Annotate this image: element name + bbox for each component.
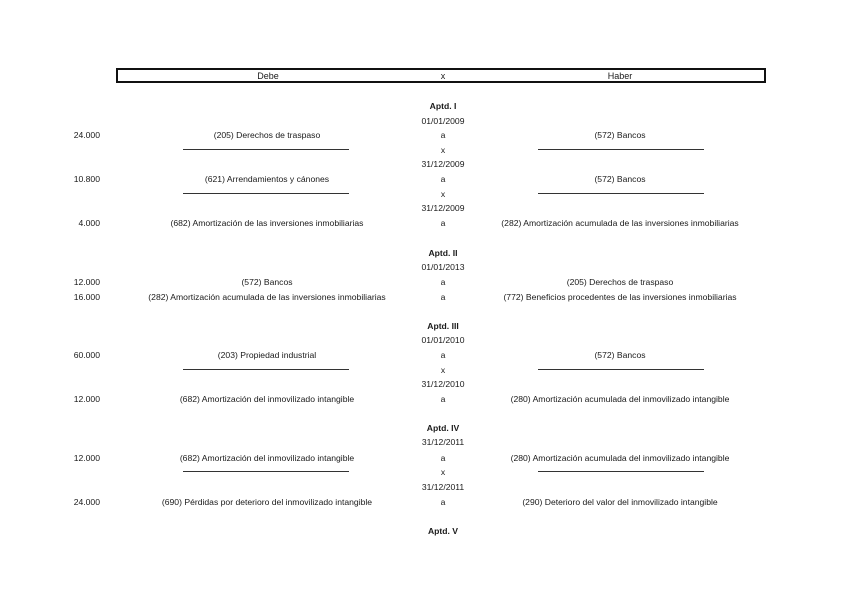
connector-a: a xyxy=(440,453,446,463)
connector-a: a xyxy=(440,174,446,184)
credit-rule xyxy=(538,193,704,194)
journal-header xyxy=(116,68,766,83)
debit-rule xyxy=(183,149,349,150)
debit-rule xyxy=(183,471,349,472)
credit-account: (290) Deterioro del valor del inmovilizado intangible xyxy=(522,497,718,507)
credit-rule xyxy=(538,149,704,150)
separator-x: x xyxy=(440,145,446,155)
entry-amount: 12.000 xyxy=(73,394,100,404)
section-title: Aptd. I xyxy=(429,101,457,111)
entry-date: 01/01/2009 xyxy=(421,116,465,126)
debit-account: (682) Amortización del inmovilizado intangible xyxy=(179,453,355,463)
credit-account: (572) Bancos xyxy=(594,350,646,360)
entry-date: 31/12/2009 xyxy=(421,159,465,169)
debit-account: (682) Amortización de las inversiones inmobiliarias xyxy=(170,218,364,228)
section-title: Aptd. V xyxy=(427,526,459,536)
debit-rule xyxy=(183,369,349,370)
connector-a: a xyxy=(440,218,446,228)
credit-rule xyxy=(538,369,704,370)
entry-date: 01/01/2013 xyxy=(421,262,465,272)
entry-amount: 12.000 xyxy=(73,453,100,463)
connector-a: a xyxy=(440,394,446,404)
credit-account: (282) Amortización acumulada de las inversiones inmobiliarias xyxy=(501,218,739,228)
credit-account: (572) Bancos xyxy=(594,174,646,184)
entry-amount: 24.000 xyxy=(73,497,100,507)
debit-account: (690) Pérdidas por deterioro del inmovilizado intangible xyxy=(161,497,373,507)
entry-date: 01/01/2010 xyxy=(421,335,465,345)
credit-account: (280) Amortización acumulada del inmovilizado intangible xyxy=(510,453,730,463)
credit-account: (205) Derechos de traspaso xyxy=(566,277,674,287)
connector-a: a xyxy=(440,130,446,140)
entry-amount: 4.000 xyxy=(78,218,100,228)
section-title: Aptd. III xyxy=(427,321,459,331)
entry-amount: 16.000 xyxy=(73,292,100,302)
credit-account: (280) Amortización acumulada del inmovilizado intangible xyxy=(510,394,730,404)
debit-account: (572) Bancos xyxy=(241,277,293,287)
separator-x: x xyxy=(440,189,446,199)
debit-rule xyxy=(183,193,349,194)
entry-amount: 24.000 xyxy=(73,130,100,140)
section-title: Aptd. II xyxy=(428,248,458,258)
separator-x: x xyxy=(440,365,446,375)
section-title: Aptd. IV xyxy=(426,423,460,433)
entry-amount: 10.800 xyxy=(73,174,100,184)
connector-a: a xyxy=(440,350,446,360)
connector-a: a xyxy=(440,277,446,287)
debit-account: (203) Propiedad industrial xyxy=(217,350,317,360)
entry-date: 31/12/2009 xyxy=(421,203,465,213)
entry-amount: 12.000 xyxy=(73,277,100,287)
debit-account: (682) Amortización del inmovilizado intangible xyxy=(179,394,355,404)
credit-account: (772) Beneficios procedentes de las inversiones inmobiliarias xyxy=(503,292,737,302)
separator-x: x xyxy=(440,467,446,477)
entry-amount: 60.000 xyxy=(73,350,100,360)
debit-account: (205) Derechos de traspaso xyxy=(213,130,321,140)
credit-rule xyxy=(538,471,704,472)
header-haber: Haber xyxy=(607,71,633,81)
entry-date: 31/12/2010 xyxy=(421,379,465,389)
entry-date: 31/12/2011 xyxy=(421,437,465,447)
connector-a: a xyxy=(440,497,446,507)
debit-account: (282) Amortización acumulada de las inversiones inmobiliarias xyxy=(148,292,386,302)
credit-account: (572) Bancos xyxy=(594,130,646,140)
header-x: x xyxy=(440,71,446,81)
entry-date: 31/12/2011 xyxy=(421,482,465,492)
header-debe: Debe xyxy=(257,71,279,81)
connector-a: a xyxy=(440,292,446,302)
debit-account: (621) Arrendamientos y cánones xyxy=(204,174,330,184)
